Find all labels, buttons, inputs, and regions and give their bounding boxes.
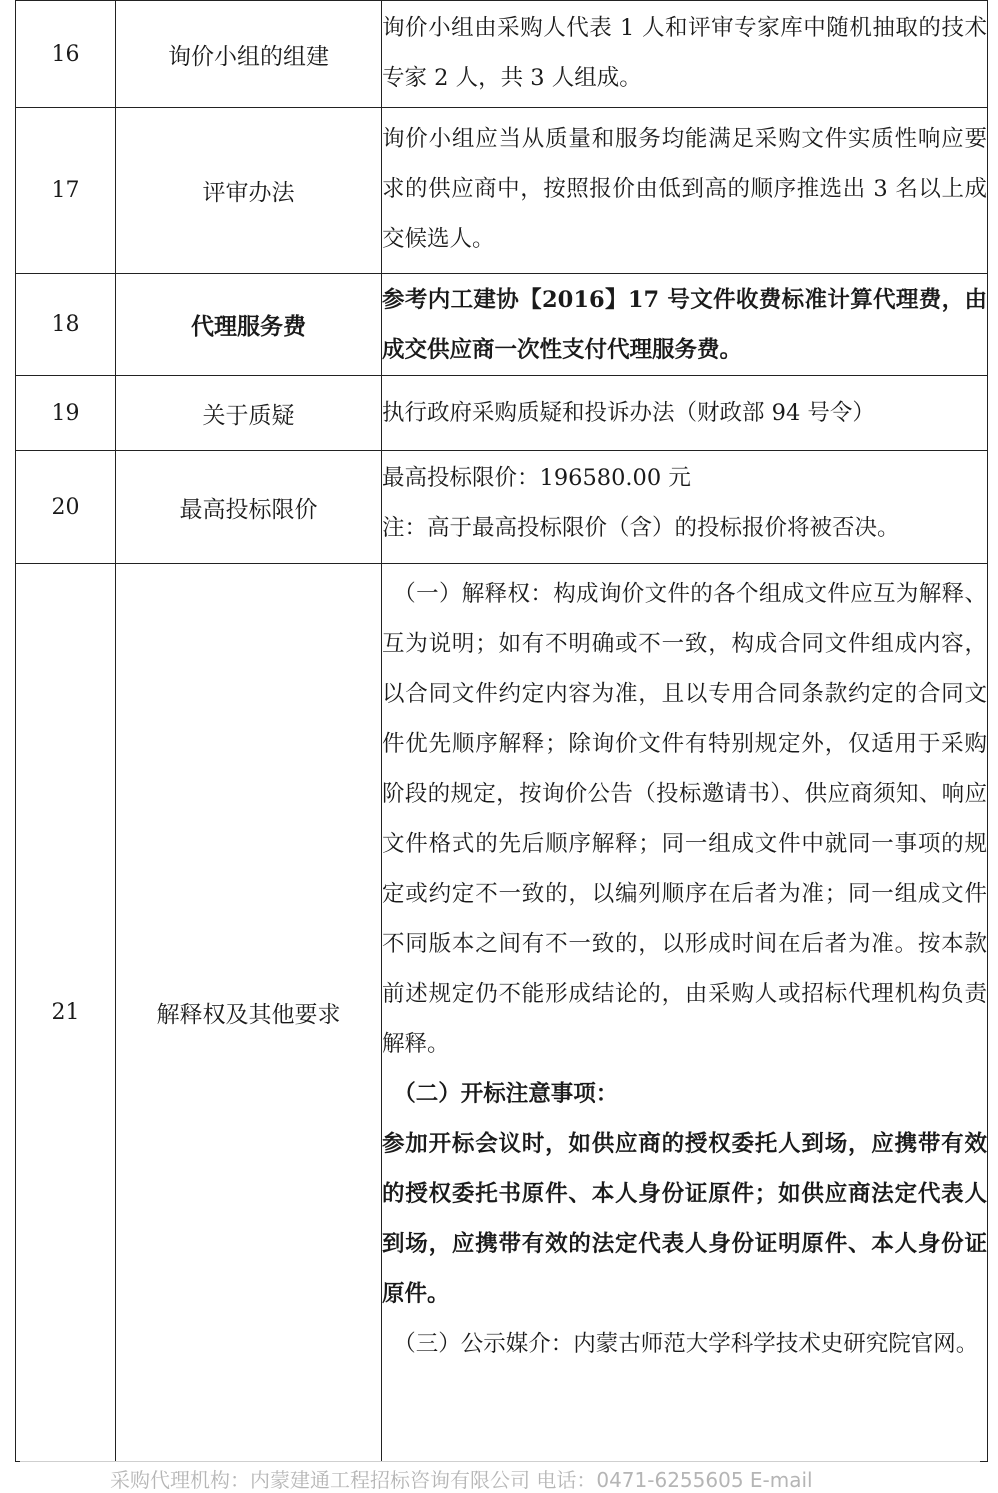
content-paragraph: 询价小组应当从质量和服务均能满足采购文件实质性响应要求的供应商中，按照报价由低到高的顺序推选出 3 名以上成交候选人。 bbox=[382, 126, 987, 252]
page-footer bbox=[20, 1461, 980, 1492]
row-item: 评审办法 bbox=[116, 108, 382, 274]
table-row bbox=[16, 451, 988, 564]
row-content bbox=[382, 376, 988, 451]
row-item: 最高投标限价 bbox=[116, 451, 382, 564]
content-paragraph: 最高投标限价：196580.00 元 bbox=[382, 465, 691, 491]
table-row bbox=[16, 376, 988, 451]
row-item: 关于质疑 bbox=[116, 376, 382, 451]
table-row bbox=[16, 1, 988, 108]
row-number: 21 bbox=[16, 564, 116, 1462]
row-item: 代理服务费 bbox=[116, 274, 382, 376]
content-paragraph: 参考内工建协【2016】17 号文件收费标准计算代理费，由成交供应商一次性支付代理服务费。 bbox=[382, 286, 987, 363]
content-paragraph: 执行政府采购质疑和投诉办法（财政部 94 号令） bbox=[382, 400, 875, 426]
content-paragraph: 参加开标会议时，如供应商的授权委托人到场，应携带有效的授权委托书原件、本人身份证原件；如供应商法定代表人到场，应携带有效的法定代表人身份证明原件、本人身份证原件。 bbox=[382, 1131, 987, 1307]
row-number: 20 bbox=[16, 451, 116, 564]
row-content bbox=[382, 451, 988, 564]
table-row bbox=[16, 274, 988, 376]
row-number: 16 bbox=[16, 1, 116, 108]
row-content bbox=[382, 564, 988, 1462]
table-row bbox=[16, 108, 988, 274]
content-paragraph: 注：高于最高投标限价（含）的投标报价将被否决。 bbox=[382, 515, 900, 541]
content-subheading: （二）开标注意事项： bbox=[393, 1081, 619, 1107]
row-content bbox=[382, 108, 988, 274]
row-item: 解释权及其他要求 bbox=[116, 564, 382, 1462]
table-row bbox=[16, 564, 988, 1462]
content-paragraph: 询价小组由采购人代表 1 人和评审专家库中随机抽取的技术专家 2 人，共 3 人组成。 bbox=[382, 15, 987, 91]
content-paragraph: （三）公示媒介：内蒙古师范大学科学技术史研究院官网。 bbox=[393, 1331, 979, 1357]
row-number: 18 bbox=[16, 274, 116, 376]
row-content bbox=[382, 274, 988, 376]
row-number: 17 bbox=[16, 108, 116, 274]
row-item: 询价小组的组建 bbox=[116, 1, 382, 108]
requirements-table bbox=[15, 0, 988, 1462]
row-content bbox=[382, 1, 988, 108]
footer-text: 采购代理机构：内蒙建通工程招标咨询有限公司 电话：0471-6255605 E-mail bbox=[110, 1468, 813, 1492]
row-number: 19 bbox=[16, 376, 116, 451]
content-paragraph: （一）解释权：构成询价文件的各个组成文件应互为解释、互为说明；如有不明确或不一致，构成合同文件组成内容，以合同文件约定内容为准，且以专用合同条款约定的合同文件优先顺序解释；除询价文件有特别规定外，仅适用于采购阶段的规定，按询价公告（投标邀请书）、供应商须知、响应文件格式的先后顺序解释；同一组成文件中就同一事项的规定或约定不一致的，以编列顺序在后者为准；同一组成文件不同版本之间有不一致的，以形成时间在后者为准。按本款前述规定仍不能形成结论的，由采购人或招标代理机构负责解释。 bbox=[382, 581, 987, 1057]
